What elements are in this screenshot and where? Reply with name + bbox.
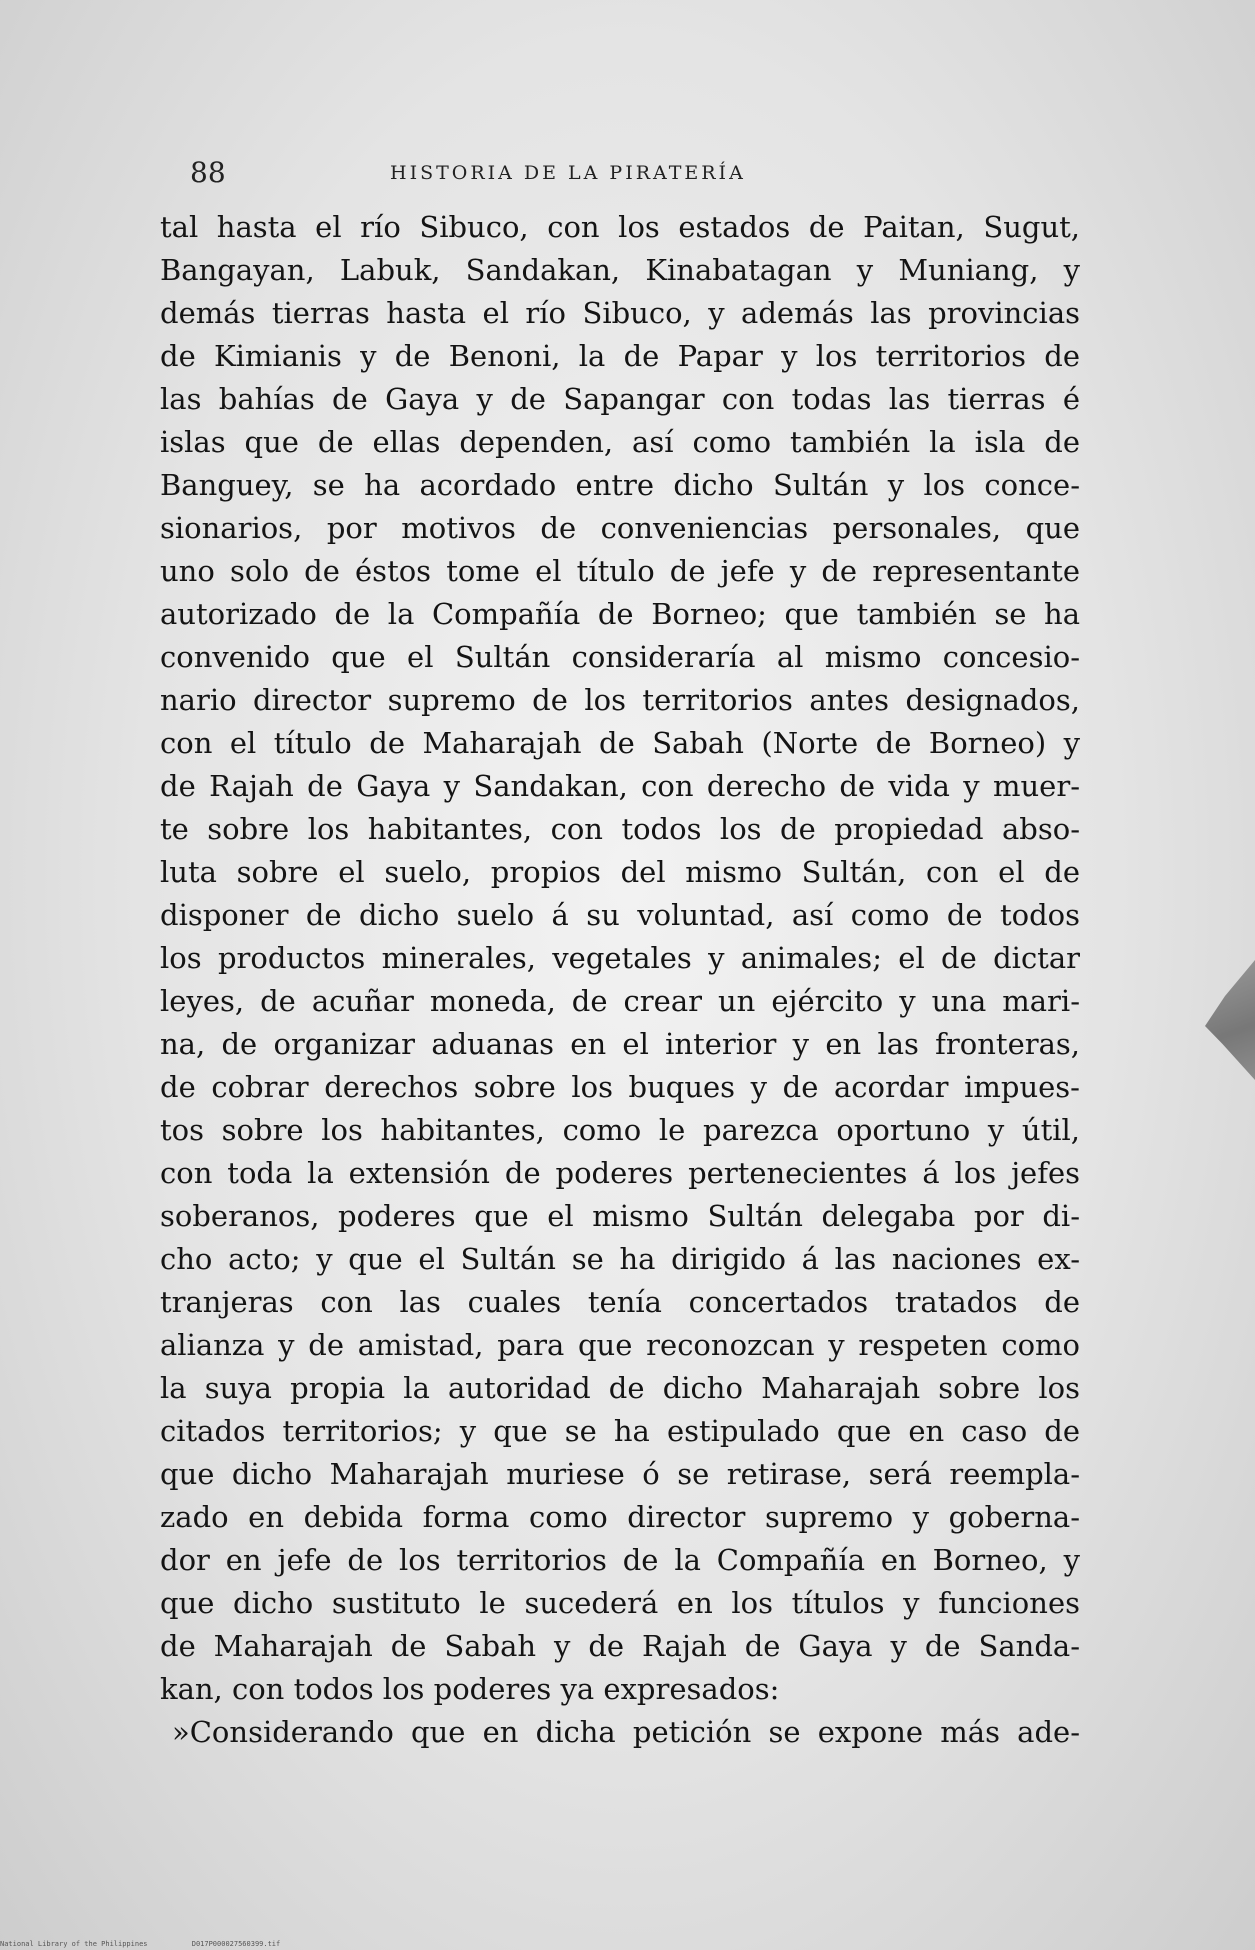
text-line: tranjeras con las cuales tenía concertados tratados de (160, 1285, 1080, 1319)
text-line: convenido que el Sultán consideraría al mismo concesio- (160, 640, 1080, 674)
text-line: na, de organizar aduanas en el interior y en las fronteras, (160, 1027, 1080, 1061)
body-text (160, 206, 1080, 1754)
text-line: tal hasta el río Sibuco, con los estados de Paitan, Sugut, (160, 210, 1080, 244)
text-line: de Maharajah de Sabah y de Rajah de Gaya y de Sanda- (160, 1629, 1080, 1663)
footer-file-id: D017P000027560399.tif (191, 1940, 281, 1948)
text-line: leyes, de acuñar moneda, de crear un ejército y una mari- (160, 984, 1080, 1018)
text-line: soberanos, poderes que el mismo Sultán delegaba por di- (160, 1199, 1080, 1233)
text-line: citados territorios; y que se ha estipulado que en caso de (160, 1414, 1080, 1448)
text-line: que dicho sustituto le sucederá en los títulos y funciones (160, 1586, 1080, 1620)
text-line: te sobre los habitantes, con todos los de propiedad abso- (160, 812, 1080, 846)
text-line: las bahías de Gaya y de Sapangar con todas las tierras é (160, 382, 1080, 416)
text-line: con toda la extensión de poderes pertenecientes á los jefes (160, 1156, 1080, 1190)
text-line: que dicho Maharajah muriese ó se retirase, será reempla- (160, 1457, 1080, 1491)
text-line: con el título de Maharajah de Sabah (Norte de Borneo) y (160, 726, 1080, 760)
text-line: de cobrar derechos sobre los buques y de acordar impues- (160, 1070, 1080, 1104)
text-line: sionarios, por motivos de conveniencias personales, que (160, 511, 1080, 545)
text-line: islas que de ellas dependen, así como también la isla de (160, 425, 1080, 459)
text-line: cho acto; y que el Sultán se ha dirigido á las naciones ex- (160, 1242, 1080, 1276)
text-line: luta sobre el suelo, propios del mismo Sultán, con el de (160, 855, 1080, 889)
running-head (190, 156, 830, 196)
text-line: zado en debida forma como director supremo y goberna- (160, 1500, 1080, 1534)
text-line: tos sobre los habitantes, como le parezca oportuno y útil, (160, 1113, 1080, 1147)
text-line: kan, con todos los poderes ya expresados: (160, 1672, 780, 1706)
text-line: autorizado de la Compañía de Borneo; que también se ha (160, 597, 1080, 631)
text-line: demás tierras hasta el río Sibuco, y además las provincias (160, 296, 1080, 330)
text-line: »Considerando que en dicha petición se expone más ade- (172, 1715, 1080, 1749)
page-number: 88 (190, 156, 226, 189)
text-line: alianza y de amistad, para que reconozcan y respeten como (160, 1328, 1080, 1362)
scan-footer (0, 1940, 320, 1948)
text-line: uno solo de éstos tome el título de jefe y de representante (160, 554, 1080, 588)
leaf-shadow-decoration (1205, 960, 1255, 1080)
text-line: de Rajah de Gaya y Sandakan, con derecho de vida y muer- (160, 769, 1080, 803)
running-title: HISTORIA DE LA PIRATERÍA (390, 162, 746, 184)
text-line: los productos minerales, vegetales y animales; el de dictar (160, 941, 1080, 975)
text-line: nario director supremo de los territorios antes designados, (160, 683, 1080, 717)
text-line: la suya propia la autoridad de dicho Maharajah sobre los (160, 1371, 1080, 1405)
footer-library: National Library of the Philippines (0, 1940, 148, 1948)
text-line: disponer de dicho suelo á su voluntad, así como de todos (160, 898, 1080, 932)
text-line: dor en jefe de los territorios de la Compañía en Borneo, y (160, 1543, 1080, 1577)
text-line: de Kimianis y de Benoni, la de Papar y los territorios de (160, 339, 1080, 373)
text-line: Bangayan, Labuk, Sandakan, Kinabatagan y Muniang, y (160, 253, 1080, 287)
text-line: Banguey, se ha acordado entre dicho Sultán y los conce- (160, 468, 1080, 502)
